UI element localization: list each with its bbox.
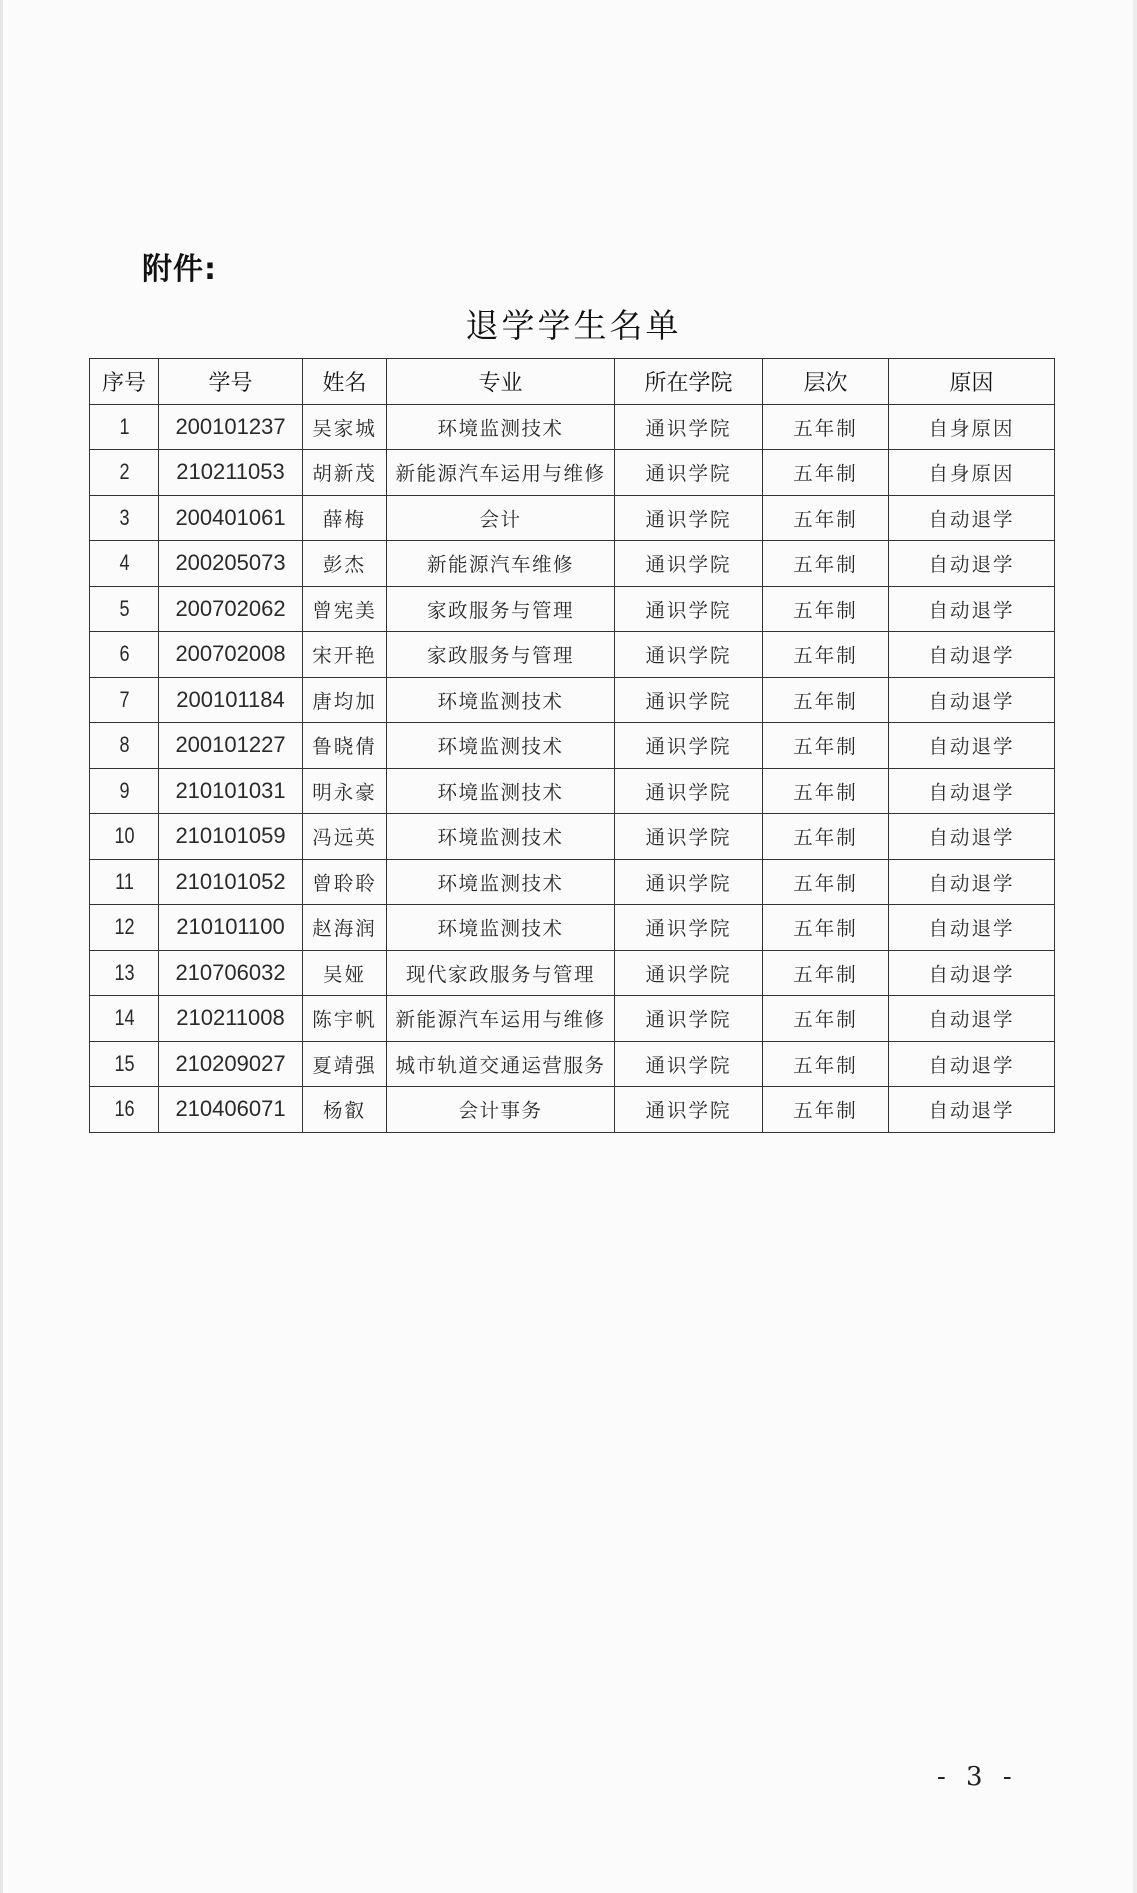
cell-college: 通识学院 xyxy=(615,495,763,541)
cell-level: 五年制 xyxy=(763,404,889,450)
cell-major: 新能源汽车运用与维修 xyxy=(387,450,615,496)
cell-student-id: 200101184 xyxy=(159,677,303,723)
cell-major: 现代家政服务与管理 xyxy=(387,950,615,996)
cell-major: 新能源汽车维修 xyxy=(387,541,615,587)
cell-name: 唐均加 xyxy=(303,677,387,723)
cell-major: 环境监测技术 xyxy=(387,905,615,951)
cell-level: 五年制 xyxy=(763,950,889,996)
cell-level: 五年制 xyxy=(763,495,889,541)
cell-level: 五年制 xyxy=(763,814,889,860)
cell-name: 陈宇帆 xyxy=(303,996,387,1042)
cell-serial: 12 xyxy=(96,905,153,951)
cell-reason: 自动退学 xyxy=(889,768,1055,814)
table-row xyxy=(90,1041,1055,1087)
cell-name: 宋开艳 xyxy=(303,632,387,678)
attachment-label: 附件: xyxy=(142,252,217,287)
cell-college: 通识学院 xyxy=(615,632,763,678)
cell-reason: 自动退学 xyxy=(889,950,1055,996)
cell-serial: 9 xyxy=(96,768,153,814)
cell-serial: 14 xyxy=(96,996,153,1042)
table-row xyxy=(90,814,1055,860)
cell-major: 家政服务与管理 xyxy=(387,632,615,678)
cell-student-id: 210211008 xyxy=(159,996,303,1042)
cell-reason: 自动退学 xyxy=(889,723,1055,769)
cell-serial: 5 xyxy=(96,586,153,632)
cell-college: 通识学院 xyxy=(615,404,763,450)
cell-major: 环境监测技术 xyxy=(387,859,615,905)
cell-student-id: 210101100 xyxy=(159,905,303,951)
header-student-id: 学号 xyxy=(159,359,303,405)
cell-student-id: 200401061 xyxy=(159,495,303,541)
cell-student-id: 210101059 xyxy=(159,814,303,860)
header-level: 层次 xyxy=(763,359,889,405)
cell-college: 通识学院 xyxy=(615,768,763,814)
cell-major: 环境监测技术 xyxy=(387,814,615,860)
cell-reason: 自动退学 xyxy=(889,677,1055,723)
table-row xyxy=(90,450,1055,496)
cell-level: 五年制 xyxy=(763,859,889,905)
cell-level: 五年制 xyxy=(763,541,889,587)
table-row xyxy=(90,905,1055,951)
table-header-row xyxy=(90,359,1055,405)
cell-reason: 自动退学 xyxy=(889,859,1055,905)
cell-serial: 1 xyxy=(96,404,153,450)
header-name: 姓名 xyxy=(303,359,387,405)
cell-reason: 自身原因 xyxy=(889,450,1055,496)
cell-college: 通识学院 xyxy=(615,677,763,723)
cell-level: 五年制 xyxy=(763,632,889,678)
table-row xyxy=(90,495,1055,541)
cell-serial: 7 xyxy=(96,677,153,723)
cell-reason: 自动退学 xyxy=(889,1041,1055,1087)
cell-level: 五年制 xyxy=(763,723,889,769)
cell-name: 胡新茂 xyxy=(303,450,387,496)
table-row xyxy=(90,996,1055,1042)
cell-name: 赵海润 xyxy=(303,905,387,951)
cell-student-id: 210406071 xyxy=(159,1087,303,1133)
cell-college: 通识学院 xyxy=(615,586,763,632)
table-row xyxy=(90,950,1055,996)
table-row xyxy=(90,768,1055,814)
cell-student-id: 200101237 xyxy=(159,404,303,450)
header-reason: 原因 xyxy=(889,359,1055,405)
table-row xyxy=(90,859,1055,905)
cell-reason: 自动退学 xyxy=(889,1087,1055,1133)
cell-level: 五年制 xyxy=(763,586,889,632)
cell-student-id: 210209027 xyxy=(159,1041,303,1087)
cell-reason: 自身原因 xyxy=(889,404,1055,450)
page-number: - 3 - xyxy=(937,1762,1018,1792)
table-row xyxy=(90,541,1055,587)
cell-name: 鲁晓倩 xyxy=(303,723,387,769)
cell-name: 曾聆聆 xyxy=(303,859,387,905)
cell-major: 城市轨道交通运营服务 xyxy=(387,1041,615,1087)
cell-college: 通识学院 xyxy=(615,859,763,905)
cell-college: 通识学院 xyxy=(615,541,763,587)
cell-level: 五年制 xyxy=(763,1041,889,1087)
cell-student-id: 200702062 xyxy=(159,586,303,632)
cell-reason: 自动退学 xyxy=(889,586,1055,632)
cell-major: 新能源汽车运用与维修 xyxy=(387,996,615,1042)
cell-reason: 自动退学 xyxy=(889,905,1055,951)
cell-college: 通识学院 xyxy=(615,996,763,1042)
cell-name: 冯远英 xyxy=(303,814,387,860)
cell-name: 杨叡 xyxy=(303,1087,387,1133)
cell-student-id: 200101227 xyxy=(159,723,303,769)
table-row xyxy=(90,404,1055,450)
cell-college: 通识学院 xyxy=(615,1041,763,1087)
header-college: 所在学院 xyxy=(615,359,763,405)
table-row xyxy=(90,632,1055,678)
cell-major: 环境监测技术 xyxy=(387,677,615,723)
document-title: 退学学生名单 xyxy=(465,306,682,345)
cell-reason: 自动退学 xyxy=(889,814,1055,860)
cell-student-id: 200702008 xyxy=(159,632,303,678)
cell-level: 五年制 xyxy=(763,768,889,814)
cell-name: 夏靖强 xyxy=(303,1041,387,1087)
cell-level: 五年制 xyxy=(763,450,889,496)
header-major: 专业 xyxy=(387,359,615,405)
header-serial: 序号 xyxy=(90,359,159,405)
cell-major: 会计事务 xyxy=(387,1087,615,1133)
cell-major: 环境监测技术 xyxy=(387,723,615,769)
cell-major: 会计 xyxy=(387,495,615,541)
cell-reason: 自动退学 xyxy=(889,996,1055,1042)
cell-serial: 15 xyxy=(96,1041,153,1087)
cell-college: 通识学院 xyxy=(615,814,763,860)
cell-name: 吴家城 xyxy=(303,404,387,450)
cell-student-id: 210101031 xyxy=(159,768,303,814)
cell-major: 环境监测技术 xyxy=(387,768,615,814)
cell-name: 彭杰 xyxy=(303,541,387,587)
cell-serial: 10 xyxy=(96,814,153,860)
cell-college: 通识学院 xyxy=(615,450,763,496)
cell-serial: 11 xyxy=(96,859,153,905)
cell-student-id: 210211053 xyxy=(159,450,303,496)
cell-name: 薛梅 xyxy=(303,495,387,541)
page-edge-left xyxy=(0,0,3,1893)
cell-serial: 16 xyxy=(96,1087,153,1133)
cell-level: 五年制 xyxy=(763,1087,889,1133)
page-edge-right xyxy=(1133,0,1137,1893)
cell-name: 曾宪美 xyxy=(303,586,387,632)
cell-college: 通识学院 xyxy=(615,950,763,996)
table-row xyxy=(90,677,1055,723)
cell-student-id: 210706032 xyxy=(159,950,303,996)
withdrawn-students-table xyxy=(89,358,1055,1133)
table-row xyxy=(90,586,1055,632)
cell-serial: 13 xyxy=(96,950,153,996)
cell-major: 家政服务与管理 xyxy=(387,586,615,632)
cell-reason: 自动退学 xyxy=(889,541,1055,587)
table-row xyxy=(90,723,1055,769)
cell-serial: 2 xyxy=(96,450,153,496)
cell-student-id: 200205073 xyxy=(159,541,303,587)
cell-serial: 6 xyxy=(96,632,153,678)
cell-student-id: 210101052 xyxy=(159,859,303,905)
cell-reason: 自动退学 xyxy=(889,495,1055,541)
cell-serial: 8 xyxy=(96,723,153,769)
cell-serial: 4 xyxy=(96,541,153,587)
cell-college: 通识学院 xyxy=(615,1087,763,1133)
cell-college: 通识学院 xyxy=(615,723,763,769)
cell-reason: 自动退学 xyxy=(889,632,1055,678)
cell-level: 五年制 xyxy=(763,905,889,951)
cell-college: 通识学院 xyxy=(615,905,763,951)
cell-level: 五年制 xyxy=(763,677,889,723)
cell-level: 五年制 xyxy=(763,996,889,1042)
cell-name: 吴娅 xyxy=(303,950,387,996)
cell-name: 明永豪 xyxy=(303,768,387,814)
cell-serial: 3 xyxy=(96,495,153,541)
cell-major: 环境监测技术 xyxy=(387,404,615,450)
table-row xyxy=(90,1087,1055,1133)
